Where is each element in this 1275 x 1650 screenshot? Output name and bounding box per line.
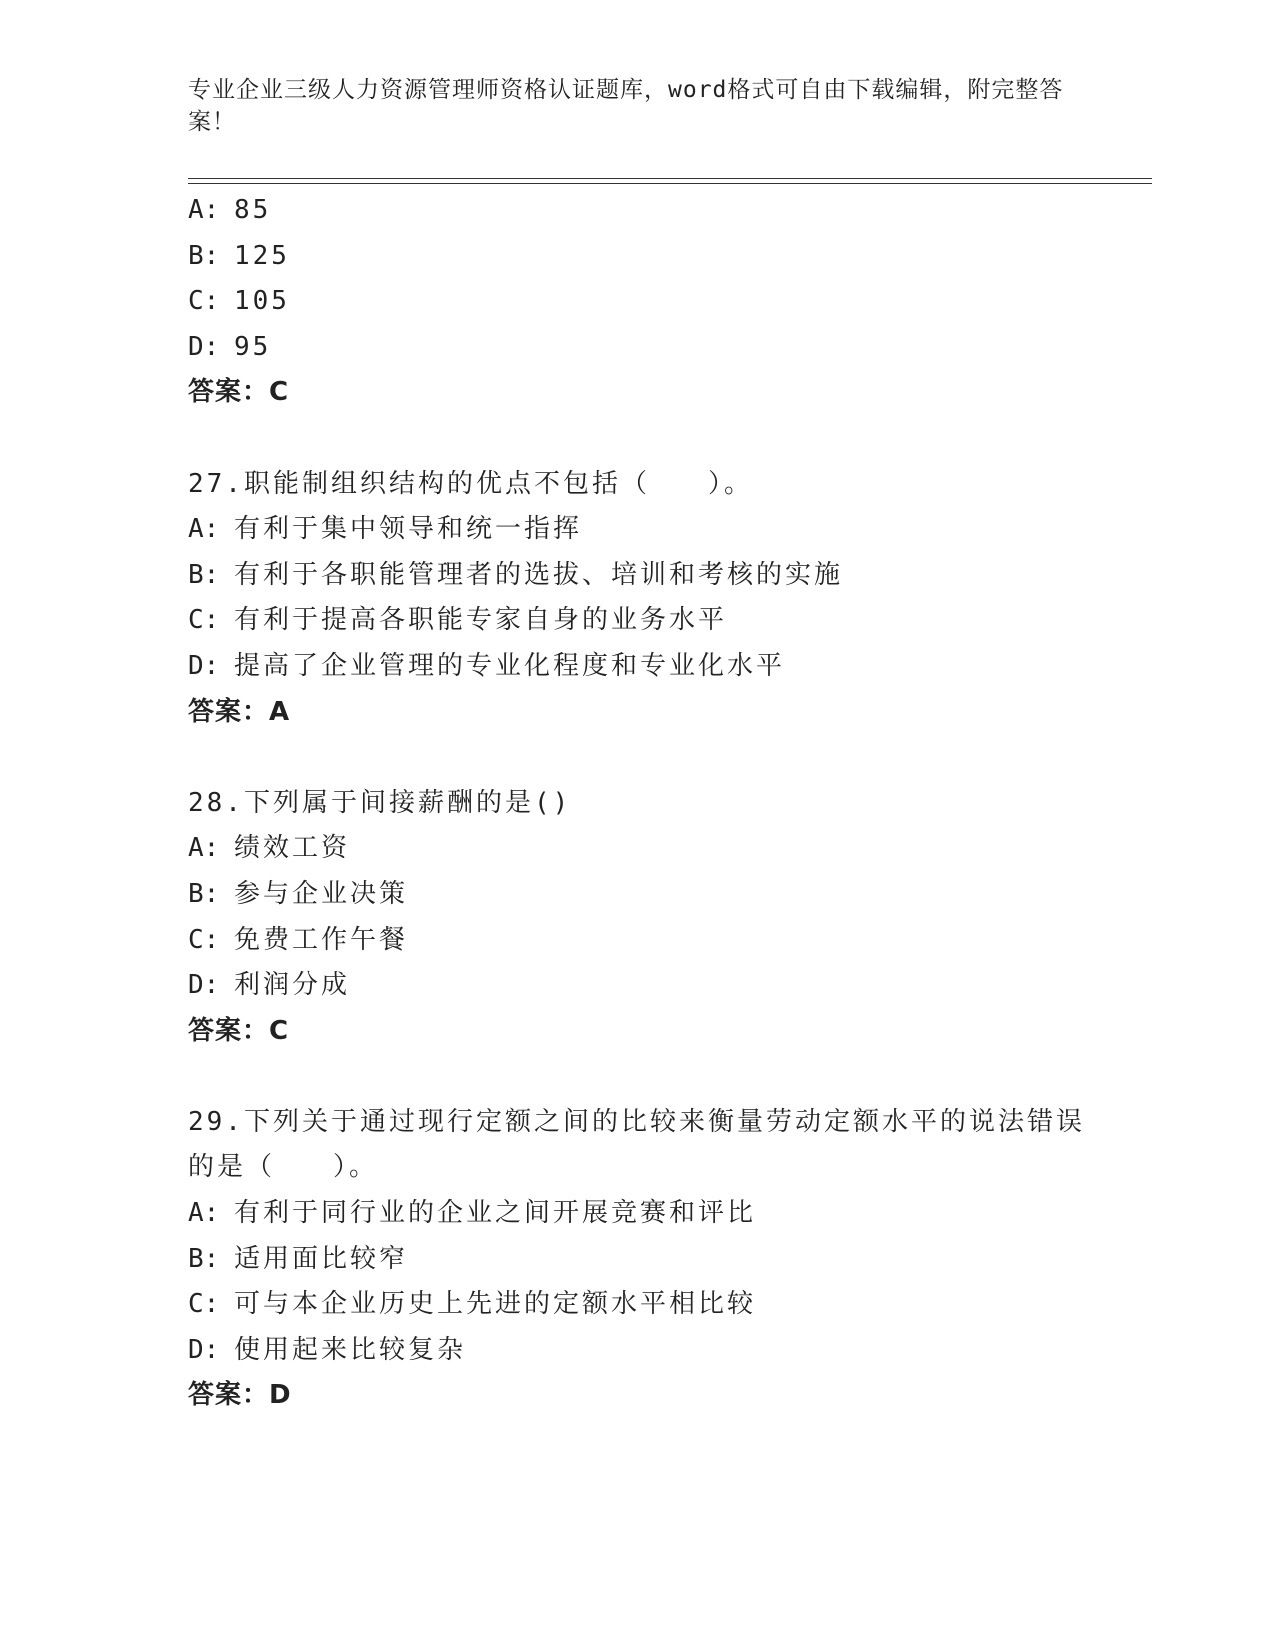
answer-line — [188, 690, 1148, 736]
option-text: 有利于同行业的企业之间开展竞赛和评比 — [234, 1198, 757, 1229]
option-label: D: — [188, 331, 220, 362]
option-label: C: — [188, 924, 220, 955]
answer-value: C — [269, 377, 290, 408]
answer-value: A — [269, 696, 291, 727]
option-text: 提高了企业管理的专业化程度和专业化水平 — [234, 650, 786, 681]
question-title: 27.职能制组织结构的优点不包括（ ）。 — [188, 468, 753, 499]
option-text: 利润分成 — [234, 970, 351, 1001]
option-text: 有利于各职能管理者的选拔、培训和考核的实施 — [234, 559, 844, 590]
option-d — [188, 963, 1148, 1009]
option-label: C: — [188, 1289, 220, 1320]
option-c — [188, 279, 1148, 325]
option-label: B: — [188, 240, 220, 271]
option-text: 免费工作午餐 — [234, 924, 409, 955]
question-block — [188, 188, 1148, 416]
spacer — [188, 1054, 1148, 1100]
header-rule-bottom — [188, 183, 1152, 184]
answer-line — [188, 1373, 1148, 1419]
option-label: D: — [188, 650, 220, 681]
answer-value: C — [269, 1015, 290, 1046]
option-d — [188, 325, 1148, 371]
option-label: B: — [188, 878, 220, 909]
option-text: 绩效工资 — [234, 833, 351, 864]
answer-prefix: 答案： — [188, 1380, 270, 1411]
option-b — [188, 553, 1148, 599]
option-text: 95 — [234, 331, 272, 362]
option-label: C: — [188, 286, 220, 317]
option-text: 125 — [234, 240, 290, 271]
option-label: D: — [188, 970, 220, 1001]
option-a — [188, 507, 1148, 553]
option-a — [188, 826, 1148, 872]
option-text: 有利于集中领导和统一指挥 — [234, 514, 583, 545]
spacer — [188, 735, 1148, 781]
answer-prefix: 答案： — [188, 696, 270, 727]
option-label: B: — [188, 559, 220, 590]
option-text: 85 — [234, 195, 272, 225]
option-label: C: — [188, 605, 220, 636]
option-label: D: — [188, 1334, 220, 1365]
answer-value: D — [269, 1380, 292, 1411]
option-d — [188, 644, 1148, 690]
answer-prefix: 答案： — [188, 1015, 270, 1046]
option-c — [188, 598, 1148, 644]
option-a — [188, 1191, 1148, 1237]
option-b — [188, 234, 1148, 280]
answer-prefix: 答案： — [188, 377, 270, 408]
option-d — [188, 1328, 1148, 1374]
option-label: A: — [188, 195, 220, 225]
spacer — [188, 416, 1148, 462]
question-title: 28.下列属于间接薪酬的是() — [188, 787, 572, 818]
option-text: 适用面比较窄 — [234, 1243, 409, 1274]
question-block — [188, 462, 1148, 736]
question-block — [188, 1100, 1148, 1419]
option-label: B: — [188, 1243, 220, 1274]
option-b — [188, 1237, 1148, 1283]
header-rule-top — [188, 178, 1152, 179]
option-text: 可与本企业历史上先进的定额水平相比较 — [234, 1289, 757, 1320]
option-text: 105 — [234, 286, 290, 317]
option-c — [188, 1282, 1148, 1328]
option-c — [188, 918, 1148, 964]
option-label: A: — [188, 514, 220, 545]
option-text: 有利于提高各职能专家自身的业务水平 — [234, 605, 728, 636]
option-a — [188, 188, 1148, 234]
question-title: 29.下列关于通过现行定额之间的比较来衡量劳动定额水平的说法错误的是（ ）。 — [188, 1106, 1085, 1183]
answer-line — [188, 1009, 1148, 1055]
question-list — [188, 188, 1148, 1419]
document-header: 专业企业三级人力资源管理师资格认证题库，word格式可自由下载编辑，附完整答案！ — [188, 77, 1064, 135]
option-label: A: — [188, 1198, 220, 1229]
option-text: 参与企业决策 — [234, 878, 409, 909]
option-text: 使用起来比较复杂 — [234, 1334, 467, 1365]
question-block — [188, 781, 1148, 1055]
answer-line — [188, 370, 1148, 416]
option-b — [188, 872, 1148, 918]
option-label: A: — [188, 833, 220, 864]
